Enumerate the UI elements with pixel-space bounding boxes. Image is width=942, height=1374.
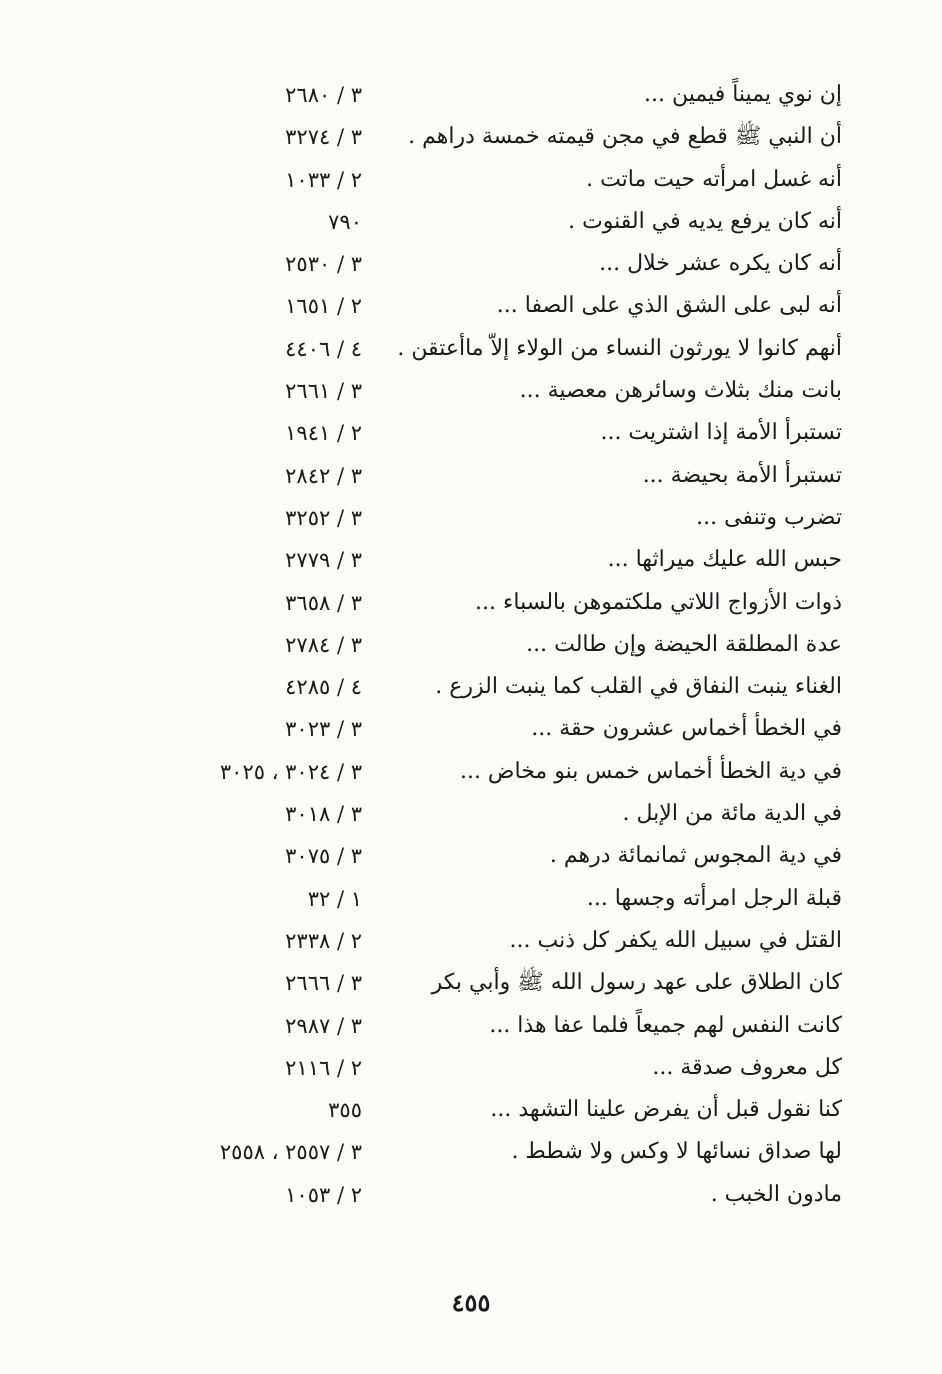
hadith-index-list xyxy=(0,75,942,1217)
entry-reference: ٣ / ٢٥٣٠ xyxy=(285,252,362,277)
index-entry xyxy=(0,625,942,667)
entry-reference: ٣ / ٣٠٢٣ xyxy=(285,717,362,742)
entry-reference: ٣ / ٢٩٨٧ xyxy=(285,1013,362,1038)
index-entry xyxy=(0,583,942,625)
entry-reference: ٤ / ٤٤٠٦ xyxy=(285,336,362,361)
entry-text: حبس الله عليك ميراثها ... xyxy=(607,547,842,573)
entry-text: تضرب وتنفى ... xyxy=(696,504,842,530)
index-entry xyxy=(0,160,942,202)
entry-reference: ٢ / ٢١١٦ xyxy=(285,1055,362,1080)
entry-text: تستبرأ الأمة بحيضة ... xyxy=(642,462,842,488)
entry-text: في دية المجوس ثمانمائة درهم . xyxy=(549,843,842,869)
entry-text: في الخطأ أخماس عشرون حقة ... xyxy=(531,716,842,742)
index-entry xyxy=(0,371,942,413)
index-entry xyxy=(0,667,942,709)
entry-reference: ٣ / ٣٢٧٤ xyxy=(285,125,362,150)
index-entry xyxy=(0,117,942,159)
entry-text: كنا نقول قبل أن يفرض علينا التشهد ... xyxy=(490,1097,842,1123)
entry-reference: ٣ / ٣٠٢٤ ، ٣٠٢٥ xyxy=(219,759,362,784)
entry-reference: ٣ / ٣٠٧٥ xyxy=(285,844,362,869)
entry-reference: ٣ / ٢٨٤٢ xyxy=(285,463,362,488)
entry-reference: ٣٥٥ xyxy=(328,1098,362,1123)
entry-text: الغناء ينبت النفاق في القلب كما ينبت الزرع . xyxy=(435,674,842,700)
index-entry xyxy=(0,413,942,455)
index-entry xyxy=(0,202,942,244)
entry-text: أنهم كانوا لا يورثون النساء من الولاء إلاّ ماأعتقن . xyxy=(397,335,842,361)
entry-reference: ٣ / ٣٢٥٢ xyxy=(285,505,362,530)
page-number: ٤٥٥ xyxy=(451,1288,491,1317)
entry-reference: ٢ / ١٦٥١ xyxy=(285,294,362,319)
index-entry xyxy=(0,794,942,836)
entry-reference: ٣ / ٢٦٦١ xyxy=(285,379,362,404)
index-entry xyxy=(0,879,942,921)
index-entry xyxy=(0,75,942,117)
index-entry xyxy=(0,1175,942,1217)
entry-text: في الدية مائة من الإبل . xyxy=(622,801,842,827)
index-entry xyxy=(0,1090,942,1132)
index-entry xyxy=(0,752,942,794)
index-entry xyxy=(0,709,942,751)
entry-text: قبلة الرجل امرأته وجسها ... xyxy=(586,885,842,911)
index-entry xyxy=(0,963,942,1005)
entry-text: ذوات الأزواج اللاتي ملكتموهن بالسباء ... xyxy=(475,589,842,615)
entry-text: القتل في سبيل الله يكفر كل ذنب ... xyxy=(509,927,842,953)
entry-reference: ٣ / ٢٥٥٧ ، ٢٥٥٨ xyxy=(219,1140,362,1165)
index-entry xyxy=(0,836,942,878)
entry-text: عدة المطلقة الحيضة وإن طالت ... xyxy=(526,631,842,657)
entry-reference: ٢ / ١٩٤١ xyxy=(285,421,362,446)
entry-text: إن نوي يميناً فيمين ... xyxy=(643,82,842,107)
index-entry xyxy=(0,329,942,371)
entry-text: أنه لبى على الشق الذي على الصفا ... xyxy=(496,293,842,319)
entry-text: تستبرأ الأمة إذا اشتريت ... xyxy=(600,420,842,446)
entry-reference: ٢ / ١٠٣٣ xyxy=(285,167,362,192)
entry-text: أن النبي ﷺ قطع في مجن قيمته خمسة دراهم . xyxy=(408,124,842,150)
index-entry xyxy=(0,921,942,963)
entry-reference: ٣ / ٢٧٧٩ xyxy=(285,548,362,573)
entry-text: كان الطلاق على عهد رسول الله ﷺ وأبي بكر xyxy=(431,970,842,996)
index-entry xyxy=(0,244,942,286)
entry-reference: ٤ / ٤٢٨٥ xyxy=(285,675,362,700)
entry-text: بانت منك بثلاث وسائرهن معصية ... xyxy=(519,378,842,404)
index-entry xyxy=(0,498,942,540)
entry-reference: ٢ / ٢٣٣٨ xyxy=(285,928,362,953)
entry-text: أنه كان يرفع يديه في القنوت . xyxy=(568,208,842,234)
entry-reference: ٣ / ٢٧٨٤ xyxy=(285,632,362,657)
entry-text: أنه غسل امرأته حيت ماتت . xyxy=(586,166,842,192)
index-entry xyxy=(0,1048,942,1090)
entry-text: أنه كان يكره عشر خلال ... xyxy=(599,251,842,277)
entry-reference: ٣ / ٣٦٥٨ xyxy=(285,590,362,615)
entry-reference: ٣ / ٣٠١٨ xyxy=(285,802,362,827)
index-entry xyxy=(0,540,942,582)
entry-reference: ٣ / ٢٦٨٠ xyxy=(285,83,362,107)
index-entry xyxy=(0,456,942,498)
index-entry xyxy=(0,1006,942,1048)
entry-reference: ٢ / ١٠٥٣ xyxy=(285,1182,362,1207)
entry-text: كانت النفس لهم جميعاً فلما عفا هذا ... xyxy=(489,1012,842,1038)
entry-text: كل معروف صدقة ... xyxy=(652,1054,842,1080)
entry-reference: ٧٩٠ xyxy=(328,209,362,234)
entry-text: مادون الخبب . xyxy=(710,1181,842,1207)
index-entry xyxy=(0,286,942,328)
entry-reference: ٣ / ٢٦٦٦ xyxy=(285,971,362,996)
entry-text: في دية الخطأ أخماس خمس بنو مخاض ... xyxy=(459,758,842,784)
entry-text: لها صداق نسائها لا وكس ولا شطط . xyxy=(511,1139,842,1165)
entry-reference: ١ / ٣٢ xyxy=(307,886,362,911)
index-entry xyxy=(0,1132,942,1174)
